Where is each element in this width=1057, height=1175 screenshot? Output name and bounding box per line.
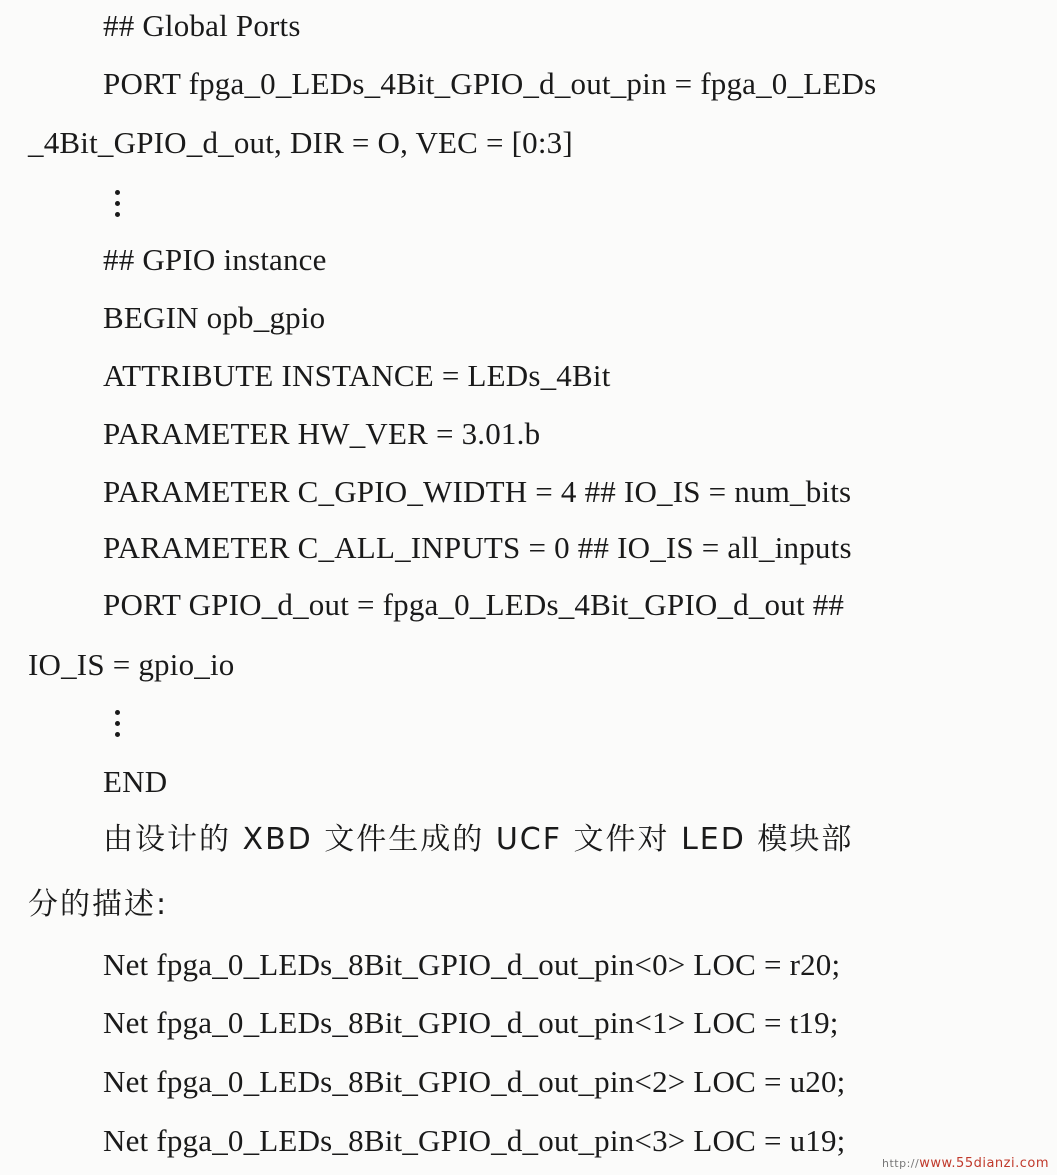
text-line: PORT GPIO_d_out = fpga_0_LEDs_4Bit_GPIO_d_out ## bbox=[103, 587, 845, 622]
ellipsis-icon bbox=[112, 190, 122, 220]
text-line: _4Bit_GPIO_d_out, DIR = O, VEC = [0:3] bbox=[28, 125, 573, 160]
text-line: ## GPIO instance bbox=[103, 242, 327, 277]
watermark-site: www.55dianzi.com bbox=[919, 1156, 1049, 1171]
text-line: Net fpga_0_LEDs_8Bit_GPIO_d_out_pin<1> LOC = t19; bbox=[103, 1005, 839, 1040]
text-line: PARAMETER C_ALL_INPUTS = 0 ## IO_IS = all_inputs bbox=[103, 530, 852, 565]
text-line: Net fpga_0_LEDs_8Bit_GPIO_d_out_pin<0> LOC = r20; bbox=[103, 947, 841, 982]
text-line: PARAMETER C_GPIO_WIDTH = 4 ## IO_IS = num_bits bbox=[103, 474, 852, 509]
text-line: Net fpga_0_LEDs_8Bit_GPIO_d_out_pin<2> LOC = u20; bbox=[103, 1064, 846, 1099]
text-line: ATTRIBUTE INSTANCE = LEDs_4Bit bbox=[103, 358, 611, 393]
text-line-chinese: 由设计的 XBD 文件生成的 UCF 文件对 LED 模块部 bbox=[103, 822, 854, 857]
text-line-chinese: 分的描述: bbox=[28, 887, 169, 922]
text-line: IO_IS = gpio_io bbox=[28, 647, 235, 682]
text-line: PORT fpga_0_LEDs_4Bit_GPIO_d_out_pin = fpga_0_LEDs bbox=[103, 66, 877, 101]
watermark-prefix: http:// bbox=[882, 1157, 920, 1170]
text-line: Net fpga_0_LEDs_8Bit_GPIO_d_out_pin<3> LOC = u19; bbox=[103, 1123, 846, 1158]
text-line: BEGIN opb_gpio bbox=[103, 300, 326, 335]
text-line: PARAMETER HW_VER = 3.01.b bbox=[103, 416, 541, 451]
watermark bbox=[882, 1156, 1049, 1171]
text-line: END bbox=[103, 764, 168, 799]
ellipsis-icon bbox=[112, 710, 122, 740]
text-line: ## Global Ports bbox=[103, 8, 301, 43]
